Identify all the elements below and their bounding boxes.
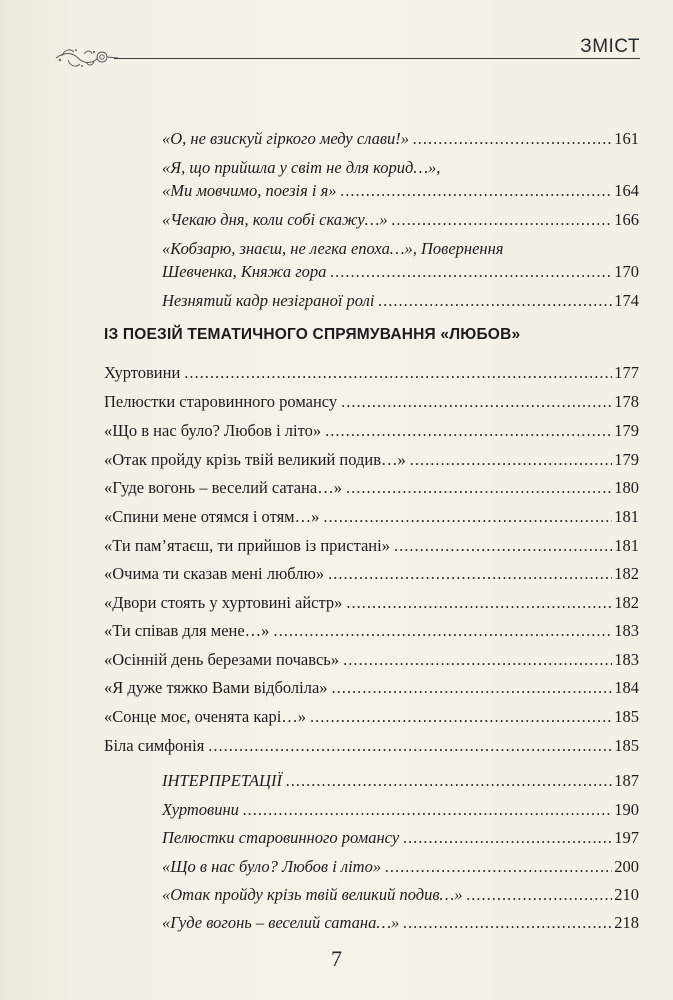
leader-dots bbox=[332, 677, 613, 699]
toc-entry-title: Незнятий кадр незіграної ролі bbox=[162, 291, 375, 310]
leader-dots bbox=[378, 290, 612, 312]
toc-entry bbox=[104, 362, 639, 384]
toc-entry bbox=[162, 290, 639, 312]
toc-entry-title: «Гуде вогонь – веселий сатана…» bbox=[162, 913, 400, 932]
toc-entry-page: 181 bbox=[614, 536, 639, 555]
toc-entry-title: Шевченка, Княжа гора bbox=[162, 262, 327, 281]
toc-entry-page: 181 bbox=[614, 507, 639, 526]
leader-dots bbox=[325, 420, 612, 442]
leader-dots bbox=[392, 209, 613, 231]
toc-entry-page: 184 bbox=[614, 678, 639, 697]
toc-entry-page: 197 bbox=[614, 828, 639, 847]
toc-entry bbox=[104, 706, 639, 728]
header-rule bbox=[114, 58, 640, 59]
toc-entry bbox=[162, 770, 639, 792]
toc-entry-page: 170 bbox=[614, 262, 639, 281]
leader-dots bbox=[243, 799, 612, 821]
toc-entry bbox=[162, 180, 639, 202]
toc-entry-title: «Отак пройду крізь твій великий подив…» bbox=[104, 450, 406, 469]
toc-entry bbox=[162, 856, 639, 878]
toc-entry-title: «Очима ти сказав мені люблю» bbox=[104, 564, 325, 583]
running-header bbox=[54, 36, 654, 72]
leader-dots bbox=[403, 827, 612, 849]
leader-dots bbox=[413, 128, 612, 150]
toc-entry-page: 179 bbox=[614, 450, 639, 469]
toc-entry-title: Пелюстки старовинного романсу bbox=[104, 392, 338, 411]
toc-entry bbox=[104, 592, 639, 614]
leader-dots bbox=[385, 856, 612, 878]
toc-entry-page: 179 bbox=[614, 421, 639, 440]
toc-entry bbox=[104, 649, 639, 671]
leader-dots bbox=[346, 477, 612, 499]
toc-entry bbox=[162, 884, 639, 906]
toc-entry-title: Хуртовини bbox=[104, 363, 181, 382]
leader-dots bbox=[346, 592, 612, 614]
toc-entry-title: «О, не взискуй гіркого меду слави!» bbox=[162, 129, 409, 148]
toc-entry-page: 182 bbox=[614, 593, 639, 612]
toc-entry bbox=[104, 449, 639, 471]
toc-entry-page: 161 bbox=[614, 129, 639, 148]
toc-entry bbox=[162, 209, 639, 231]
toc-entry-page: 182 bbox=[614, 564, 639, 583]
leader-dots bbox=[323, 506, 612, 528]
leader-dots bbox=[310, 706, 612, 728]
leader-dots bbox=[330, 261, 612, 283]
toc-entry-title: «Ти пам’ятаєш, ти прийшов із пристані» bbox=[104, 536, 390, 555]
toc-entry-title: «Сонце моє, оченята карі…» bbox=[104, 707, 307, 726]
toc-entry-line1: «Я, що прийшла у світ не для корид…», bbox=[162, 158, 441, 177]
toc-entry-page: 190 bbox=[614, 800, 639, 819]
leader-dots bbox=[184, 362, 612, 384]
toc-entry-title: «Я дуже тяжко Вами відболіла» bbox=[104, 678, 328, 697]
leader-dots bbox=[341, 180, 613, 202]
toc-entry bbox=[104, 391, 639, 413]
toc-entry-title: «Що в нас було? Любов і літо» bbox=[104, 421, 322, 440]
leader-dots bbox=[466, 884, 612, 906]
toc-entry bbox=[104, 563, 639, 585]
toc-entry-title: Хуртовини bbox=[162, 800, 239, 819]
leader-dots bbox=[394, 535, 612, 557]
floral-ornament-icon bbox=[54, 42, 120, 72]
toc-entry-title: «Ми мовчимо, поезія і я» bbox=[162, 181, 337, 200]
toc-entry bbox=[104, 677, 639, 699]
leader-dots bbox=[286, 770, 612, 792]
toc-entry-title: «Спини мене отямся і отям…» bbox=[104, 507, 320, 526]
toc-entry-page: 164 bbox=[614, 181, 639, 200]
toc-entry-page: 183 bbox=[614, 650, 639, 669]
toc-entry bbox=[104, 420, 639, 442]
leader-dots bbox=[208, 735, 612, 757]
toc-entry bbox=[104, 535, 639, 557]
toc-entry bbox=[104, 620, 639, 642]
toc-entry-page: 183 bbox=[614, 621, 639, 640]
toc-entry-title: «Гуде вогонь – веселий сатана…» bbox=[104, 478, 342, 497]
toc-entry bbox=[162, 912, 639, 934]
leader-dots bbox=[403, 912, 612, 934]
toc-entry-page: 185 bbox=[614, 736, 639, 755]
toc-entry-page: 178 bbox=[614, 392, 639, 411]
toc-entry bbox=[162, 827, 639, 849]
toc-entry-title: «Ти співав для мене…» bbox=[104, 621, 270, 640]
toc-entry-title: «Осінній день березами почавсь» bbox=[104, 650, 340, 669]
toc-entry-title: «Двори стоять у хуртовині айстр» bbox=[104, 593, 343, 612]
toc-entry-title: Біла симфонія bbox=[104, 736, 205, 755]
page-number: 7 bbox=[331, 946, 342, 971]
leader-dots bbox=[341, 391, 612, 413]
leader-dots bbox=[410, 449, 612, 471]
toc-entry-page: 180 bbox=[614, 478, 639, 497]
toc-entry-page: 210 bbox=[614, 885, 639, 904]
toc-entry-title: «Отак пройду крізь твій великий подив…» bbox=[162, 885, 463, 904]
toc-entry bbox=[162, 128, 639, 150]
toc-entry-page: 177 bbox=[614, 363, 639, 382]
toc-entry-page: 200 bbox=[614, 857, 639, 876]
toc-entry-title: «Чекаю дня, коли собі скажу…» bbox=[162, 210, 388, 229]
section-heading: ІЗ ПОЕЗІЙ ТЕМАТИЧНОГО СПРЯМУВАННЯ «ЛЮБОВ» bbox=[104, 326, 521, 343]
toc-entry-page: 187 bbox=[614, 771, 639, 790]
toc-entry-page: 166 bbox=[614, 210, 639, 229]
toc-entry bbox=[104, 506, 639, 528]
leader-dots bbox=[343, 649, 612, 671]
leader-dots bbox=[328, 563, 612, 585]
toc-entry-page: 185 bbox=[614, 707, 639, 726]
toc-entry-line1: «Кобзарю, знаєш, не легка епоха…», Повернення bbox=[162, 239, 504, 258]
toc-entry bbox=[104, 735, 639, 757]
toc-entry bbox=[104, 477, 639, 499]
toc-entry-page: 218 bbox=[614, 913, 639, 932]
toc-entry bbox=[162, 261, 639, 283]
leader-dots bbox=[273, 620, 612, 642]
toc-entry-title: ІНТЕРПРЕТАЦІЇ bbox=[162, 771, 282, 790]
toc-entry-title: «Що в нас було? Любов і літо» bbox=[162, 857, 382, 876]
toc-entry-title: Пелюстки старовинного романсу bbox=[162, 828, 400, 847]
header-title: ЗМІСТ bbox=[580, 36, 640, 57]
toc-entry-page: 174 bbox=[614, 291, 639, 310]
toc-entry bbox=[162, 799, 639, 821]
